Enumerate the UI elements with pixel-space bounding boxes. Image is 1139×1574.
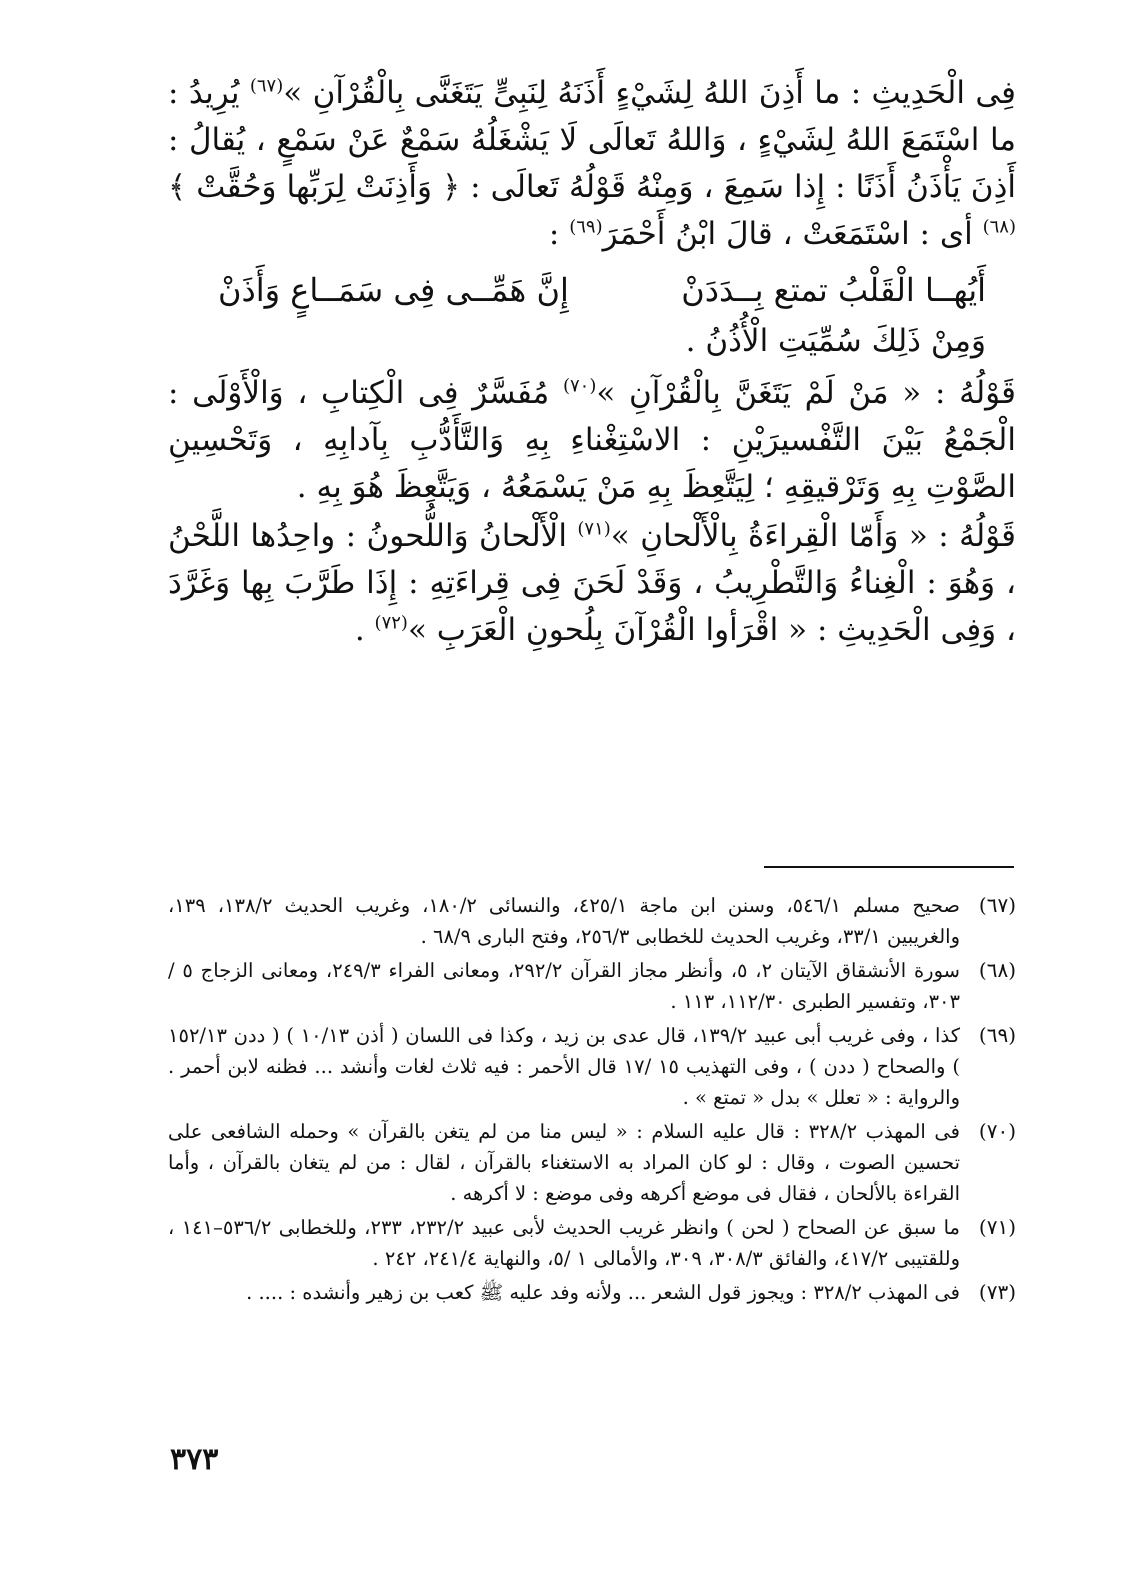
footnote-ref-69[interactable]: (٦٩) [569, 216, 603, 238]
footnote-text: سورة الأنشقاق الآيتان ٢، ٥، وأنظر مجاز القرآن ٢٩٢/٢، ومعانى الفراء ٢٤٩/٣، ومعانى الزجاج ٥ /٣٠٣، وتفسير الطبرى ١١٢/٣٠، ١١٣ . [168, 959, 960, 1013]
footnote-number: (٧٣) [978, 1280, 1016, 1304]
footnote-number: (٦٨) [978, 958, 1016, 982]
page-number: ٣٧٣ [170, 1442, 219, 1477]
footnote-ref-68[interactable]: (٦٨) [982, 216, 1016, 238]
paragraph-taghanni: قَوْلُهُ : « مَنْ لَمْ يَتَغَنَّ بِالْقُرْآنِ »$^{(٧٠)}$ مُفَسَّرٌ فِى الْكِتابِ ، وَالْأَوْلَى : الْجَمْعُ بَيْنَ التَّفْسيرَيْنِ : الاسْتِغْناءِ بِهِ وَالتَّأَدُّبِ بِآدابِهِ ، وَتَحْسِينِ الصَّوْتِ بِهِ وَتَرْقيقِهِ ؛ لِيَتَّعِظَ بِهِ مَنْ يَسْمَعُهُ ، وَيَتَّعِظَ هُوَ بِهِ . [168, 375, 1016, 505]
paragraph-hadith-idhn: فِى الْحَدِيثِ : ما أَذِنَ اللهُ لِشَيْءٍ أَذَنَهُ لِنَبِىٍّ يَتَغَنَّى بِالْقُرْآنِ »$^{(٦٧)}$ يُرِيدُ : ما اسْتَمَعَ اللهُ لِشَيْءٍ ، وَاللهُ تَعالَى لَا يَشْغَلُهُ سَمْعٌ عَنْ سَمْعٍ ، يُقالُ : أَذِنَ يَأْذَنُ أَذَنًا : إِذا سَمِعَ ، وَمِنْهُ قَوْلُهُ تَعالَى : ﴿ وَأَذِنَتْ لِرَبِّها وَحُقَّتْ ﴾$^{(٦٨)}$ أى : اسْتَمَعَتْ ، قالَ ابْنُ أَحْمَرَ$^{(٦٩)}$ : [168, 75, 1016, 252]
footnote-ref-67[interactable]: (٦٧) [249, 75, 284, 97]
main-text [168, 70, 1016, 656]
footnote-69 [168, 1020, 1016, 1113]
verse-second-hemistich: إِنَّ هَمِّــى فِى سَمَــاعٍ وَأَذَنْ [218, 271, 569, 309]
footnote-text: فى المهذب ٣٢٨/٢ : قال عليه السلام : « ليس منا من لم يتغن بالقرآن » وحمله الشافعى على تحسين الصوت ، وقال : لو كان المراد به الاستغناء بالقرآن ، لقال : من لم يتغان بالقرآن ، وأما القراءة بالألحان ، فقال فى موضع أكرهه وفى موضع : لا أكرهه . [168, 1120, 960, 1205]
footnote-ref-72[interactable]: (٧٢) [374, 612, 408, 634]
verse-continuation: وَمِنْ ذَلِكَ سُمِّيَتِ الْأُذُنُ . [685, 323, 986, 359]
footnote-text: كذا ، وفى غريب أبى عبيد ١٣٩/٢، قال عدى بن زيد ، وكذا فى اللسان ( أذن ١٠/١٣ ) ( ددن ١٥٢/١٣ ) والصحاح ( ددن ) ، وفى التهذيب ١٥ /١٧ قال الأحمر : فيه ثلاث لغات وأنشد ... فظنه لابن أحمر . والرواية : « تعلل » بدل « تمتع » . [168, 1024, 960, 1109]
footnote-ref-71[interactable]: (٧١) [577, 518, 611, 540]
footnote-ref-70[interactable]: (٧٠) [562, 375, 597, 397]
footnote-number: (٧٠) [978, 1119, 1016, 1143]
footnote-68 [168, 955, 1016, 1017]
footnote-70 [168, 1116, 1016, 1209]
footnotes [168, 890, 1016, 1311]
footnote-text: صحيح مسلم ٥٤٦/١، وسنن ابن ماجة ٤٢٥/١، والنسائى ١٨٠/٢، وغريب الحديث ١٣٨/٢، ١٣٩، والغريبين ٣٣/١، وغريب الحديث للخطابى ٢٥٦/٣، وفتح البارى ٦٨/٩ . [168, 894, 960, 948]
footnote-number: (٦٧) [978, 893, 1016, 917]
paragraph-alhan: قَوْلُهُ : « وَأَمّا الْقِراءَةُ بِالْأَلْحانِ »$^{(٧١)}$ الْأَلْحانُ وَاللُّحونُ : واحِدُها اللَّحْنُ ، وَهُوَ : الْغِناءُ وَالتَّطْرِيبُ ، وَقَدْ لَحَنَ فِى قِراءَتِهِ : إِذَا طَرَّبَ بِها وَغَرَّدَ ، وَفِى الْحَدِيثِ : « اقْرَأوا الْقُرْآنَ بِلُحونِ الْعَرَبِ »$^{(٧٢)}$ . [168, 518, 1016, 648]
footnote-73 [168, 1277, 1016, 1308]
footnote-71 [168, 1212, 1016, 1274]
poetry-verse [218, 264, 986, 316]
footnote-number: (٧١) [978, 1215, 1016, 1239]
footnote-text: ما سبق عن الصحاح ( لحن ) وانظر غريب الحديث لأبى عبيد ٢٣٢/٢، ٢٣٣، وللخطابى ٥٣٦/٢–١٤١ ، وللقتيبى ٤١٧/٢، والفائق ٣٠٨/٣، ٣٠٩، والأمالى ١ /٥، والنهاية ٢٤١/٤، ٢٤٢ . [168, 1216, 960, 1270]
footnote-text: فى المهذب ٣٢٨/٢ : ويجوز قول الشعر ... ولأنه وفد عليه ﷺ كعب بن زهير وأنشده : .... . [246, 1281, 960, 1304]
footnote-number: (٦٩) [978, 1023, 1016, 1047]
footnote-separator [764, 866, 1014, 868]
verse-first-hemistich: أَيُهــا الْقَلْبُ تمتع بِــدَدَنْ [681, 271, 986, 309]
footnote-67 [168, 890, 1016, 952]
